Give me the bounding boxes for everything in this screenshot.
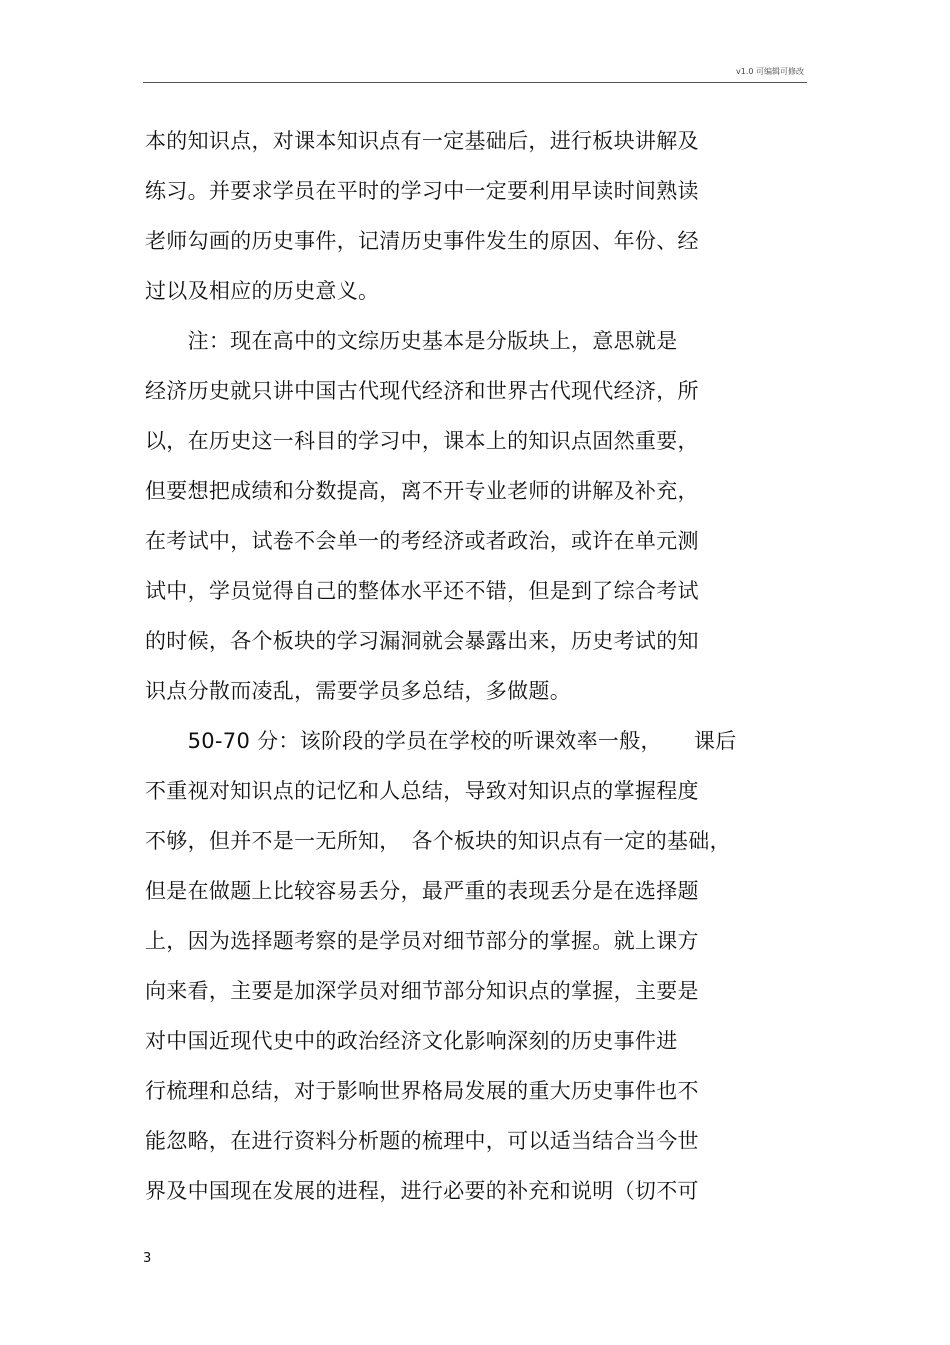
body-line: 本的知识点，对课本知识点有一定基础后，进行板块讲解及 (145, 129, 699, 153)
body-line: 练习。并要求学员在平时的学习中一定要利用早读时间熟读 (145, 179, 699, 203)
page-number: 3 (143, 1251, 152, 1266)
body-line: 对中国近现代史中的政治经济文化影响深刻的历史事件进 (145, 1029, 678, 1053)
header-rule (143, 82, 807, 83)
body-line: 的时候，各个板块的学习漏洞就会暴露出来，历史考试的知 (145, 629, 699, 653)
body-line: 界及中国现在发展的进程，进行必要的补充和说明（切不可 (145, 1179, 699, 1203)
body-line: 注：现在高中的文综历史基本是分版块上，意思就是 (145, 329, 678, 353)
body-line: 向来看，主要是加深学员对细节部分知识点的掌握，主要是 (145, 979, 699, 1003)
body-line: 能忽略，在进行资料分析题的梳理中，可以适当结合当今世 (145, 1129, 699, 1153)
body-line: 过以及相应的历史意义。 (145, 279, 380, 303)
header-version-label: v1.0 可编辑可修改 (736, 67, 804, 76)
body-line: 在考试中，试卷不会单一的考经济或者政治，或许在单元测 (145, 529, 699, 553)
body-line: 但要想把成绩和分数提高，离不开专业老师的讲解及补充， (145, 479, 699, 503)
body-line: 不够，但并不是一无所知， 各个板块的知识点有一定的基础， (145, 829, 731, 853)
body-line: 行梳理和总结，对于影响世界格局发展的重大历史事件也不 (145, 1079, 699, 1103)
body-line: 经济历史就只讲中国古代现代经济和世界古代现代经济，所 (145, 379, 699, 403)
body-line: 试中，学员觉得自己的整体水平还不错，但是到了综合考试 (145, 579, 699, 603)
body-line: 识点分散而凌乱，需要学员多总结，多做题。 (145, 679, 571, 703)
body-line: 上，因为选择题考察的是学员对细节部分的掌握。就上课方 (145, 929, 699, 953)
body-line: 不重视对知识点的记忆和人总结，导致对知识点的掌握程度 (145, 779, 699, 803)
body-line: 以，在历史这一科目的学习中，课本上的知识点固然重要， (145, 429, 699, 453)
body-line: 50-70 分：该阶段的学员在学校的听课效率一般， 课后 (145, 729, 737, 753)
body-line: 但是在做题上比较容易丢分，最严重的表现丢分是在选择题 (145, 879, 699, 903)
body-line: 老师勾画的历史事件，记清历史事件发生的原因、年份、经 (145, 229, 699, 253)
